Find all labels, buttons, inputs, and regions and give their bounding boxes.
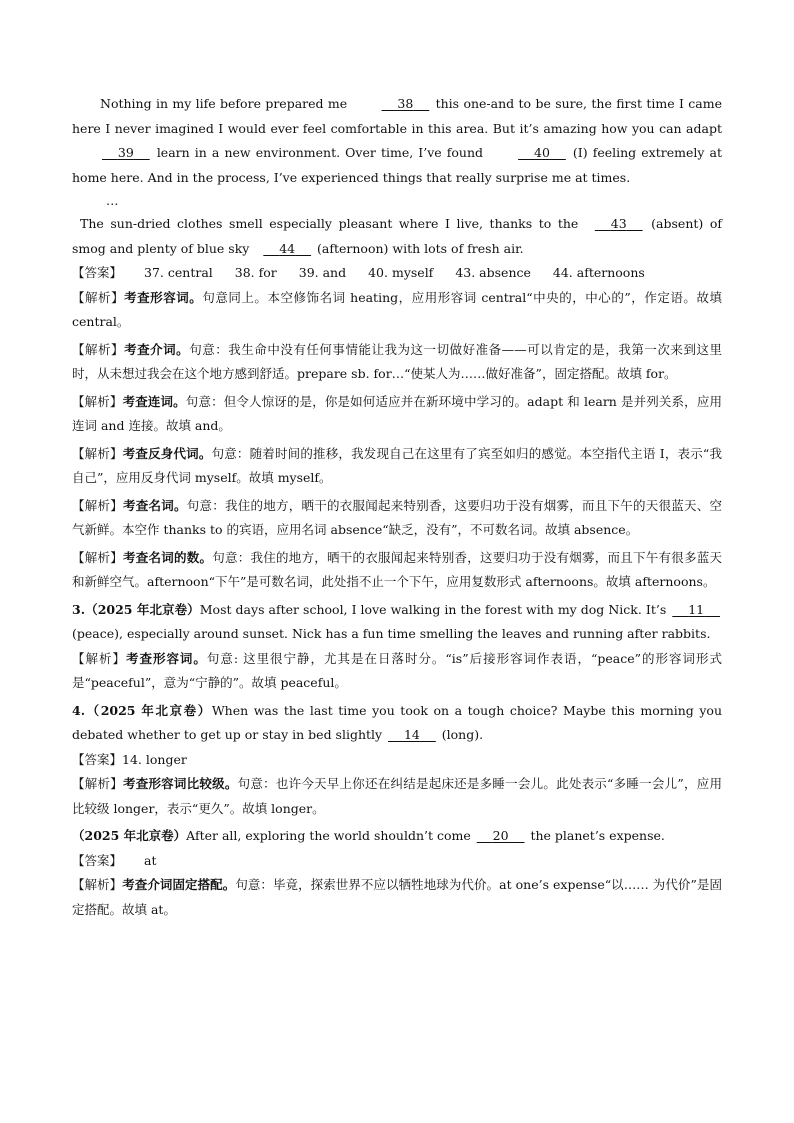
analysis-text: 句意：也许今天早上你还在纠结是起床还是多睡一会儿。此处表示“多睡一会儿”，应用比较级 longer，表示“更久”。故填 longer。 (72, 776, 722, 816)
answer-item: at (144, 852, 157, 868)
analysis-paragraph (72, 390, 722, 439)
analysis-label: 【解析】 (72, 877, 123, 892)
answer-item: 14. longer (122, 751, 187, 767)
passage-paragraph-2 (72, 212, 722, 261)
analysis-head: 考查形容词比较级。 (122, 776, 238, 791)
analysis-head: 考查介词固定搭配。 (122, 877, 236, 892)
document-page (72, 92, 722, 922)
analysis-text: 句意：随着时间的推移，我发现自己在这里有了宾至如归的感觉。本空指代主语 I，表示“我自己”，应用反身代词 myself。故填 myself。 (72, 445, 722, 485)
answer-label: 【答案】 (72, 265, 123, 280)
answer-item: 44. afternoons (552, 265, 645, 280)
blank-38: 38 (397, 96, 414, 111)
text-segment: learn in a new environment. Over time, I’ve found (151, 145, 489, 160)
analysis-head: 考查形容词。 (125, 650, 207, 666)
analysis-text: 句意：但令人惊讶的是，你是如何适应并在新环境中学习的。adapt 和 learn 是并列关系，应用连词 and 连接。故填 and。 (72, 393, 722, 433)
analysis-head: 考查介词。 (124, 341, 190, 357)
text-segment: (I) feeling extremely at home here. And in the process, I’ve experienced things that really surprise me at times. (72, 145, 722, 185)
analysis-paragraph (72, 338, 722, 387)
omission-ellipsis: … (106, 193, 119, 208)
blank-11: 11 (688, 601, 705, 617)
analysis-head: 考查形容词。 (124, 289, 203, 305)
analysis-label: 【解析】 (72, 549, 123, 565)
question-source: 3.（2025 年北京卷） (72, 601, 200, 617)
blank-14: 14 (403, 727, 420, 742)
analysis-head: 考查反身代词。 (122, 445, 212, 461)
answer-line (72, 748, 722, 773)
text-segment: Nothing in my life before prepared me (100, 96, 352, 111)
analysis-paragraph (72, 286, 722, 335)
analysis-paragraph (72, 494, 722, 543)
question-3: 3.（2025 年北京卷）Most days after school, I love walking in the forest with my dog Nick. It’s 11 (peace), especially around sunset. Nick has a fun time smelling the leaves and running after rabbits. (72, 598, 722, 647)
question-source: （2025 年北京卷） (72, 828, 187, 843)
answer-line (72, 849, 722, 874)
analysis-label: 【解析】 (72, 497, 123, 513)
blank-40: 40 (534, 145, 550, 160)
blank-20: 20 (492, 828, 509, 843)
answer-label: 【答案】 (72, 852, 123, 868)
analysis-text: 句意：我生命中没有任何事情能让我为这一切做好准备——可以肯定的是，我第一次来到这里时，从未想过我会在这个地方感到舒适。prepare sb. for…“使某人为……做好准备”，固定搭配。故填 for。 (72, 341, 722, 381)
analysis-label: 【解析】 (72, 445, 123, 461)
analysis-text: 句意同上。本空修饰名词 heating，应用形容词 central“中央的，中心的”，作定语。故填 central。 (72, 289, 722, 329)
analysis-paragraph (72, 772, 722, 821)
blank-43: 43 (610, 216, 627, 231)
answer-item: 39. and (298, 265, 347, 280)
text-segment: (absent) of smog and plenty of blue sky (72, 216, 722, 256)
analysis-text: 句意：我住的地方，晒干的衣服闻起来特别香，这要归功于没有烟雾，而且下午有很多蓝天和新鲜空气。afternoon“下午”是可数名词，此处指不止一个下午，应用复数形式 afternoons。故填 afternoons。 (72, 549, 722, 589)
analysis-text: 句意：毕竟，探索世界不应以牺牲地球为代价。at one’s expense“以…… 为代价”是固定搭配。故填 at。 (72, 877, 722, 917)
analysis-text: 句意：我住的地方，晒干的衣服闻起来特别香，这要归功于没有烟雾，而且下午的天很蓝天、空气新鲜。本空作 thanks to 的宾语，应用名词 absence“缺乏，没有”，不可数名词。故填 absence。 (72, 497, 722, 537)
analysis-head: 考查名词。 (123, 497, 187, 513)
passage-paragraph-1 (72, 92, 722, 190)
analysis-label: 【解析】 (72, 393, 123, 409)
analysis-head: 考查名词的数。 (123, 549, 213, 565)
answer-item: 37. central (144, 265, 213, 280)
text-segment: this one-and to be sure, the first time I came here I never imagined I would ever feel comfortable in this area. But it’s amazing how you can adapt (72, 96, 722, 136)
analysis-head: 考查连词。 (122, 393, 186, 409)
blank-39: 39 (117, 145, 134, 160)
answer-item: 40. myself (368, 265, 434, 280)
analysis-label: 【解析】 (72, 289, 125, 305)
analysis-label: 【解析】 (72, 650, 126, 666)
analysis-paragraph (72, 546, 722, 595)
blank-44: 44 (279, 240, 296, 256)
analysis-paragraph (72, 647, 722, 696)
text-segment: (afternoon) with lots of fresh air. (313, 240, 524, 256)
question-5: （2025 年北京卷）After all, exploring the world shouldn’t come 20 the planet’s expense. (72, 824, 722, 849)
analysis-paragraph (72, 873, 722, 922)
analysis-label: 【解析】 (72, 776, 123, 791)
analysis-label: 【解析】 (72, 341, 125, 357)
question-4: 4.（2025 年北京卷）When was the last time you took on a tough choice? Maybe this morning you debated whether to get up or stay in bed slightly 14 (long). (72, 699, 722, 748)
analysis-text: 句意: 这里很宁静，尤其是在日落时分。“is”后接形容词作表语，“peace”的形容词形式是“peaceful”，意为“宁静的”。故填 peaceful。 (72, 650, 722, 690)
question-source: 4.（2025 年北京卷） (72, 702, 212, 718)
answer-line-1 (72, 261, 722, 286)
text-segment: The sun-dried clothes smell especially pleasant where I live, thanks to the (80, 216, 585, 231)
answer-item: 43. absence (455, 265, 531, 280)
answer-label: 【答案】 (72, 751, 123, 767)
answer-item: 38. for (234, 265, 277, 280)
analysis-paragraph (72, 442, 722, 491)
